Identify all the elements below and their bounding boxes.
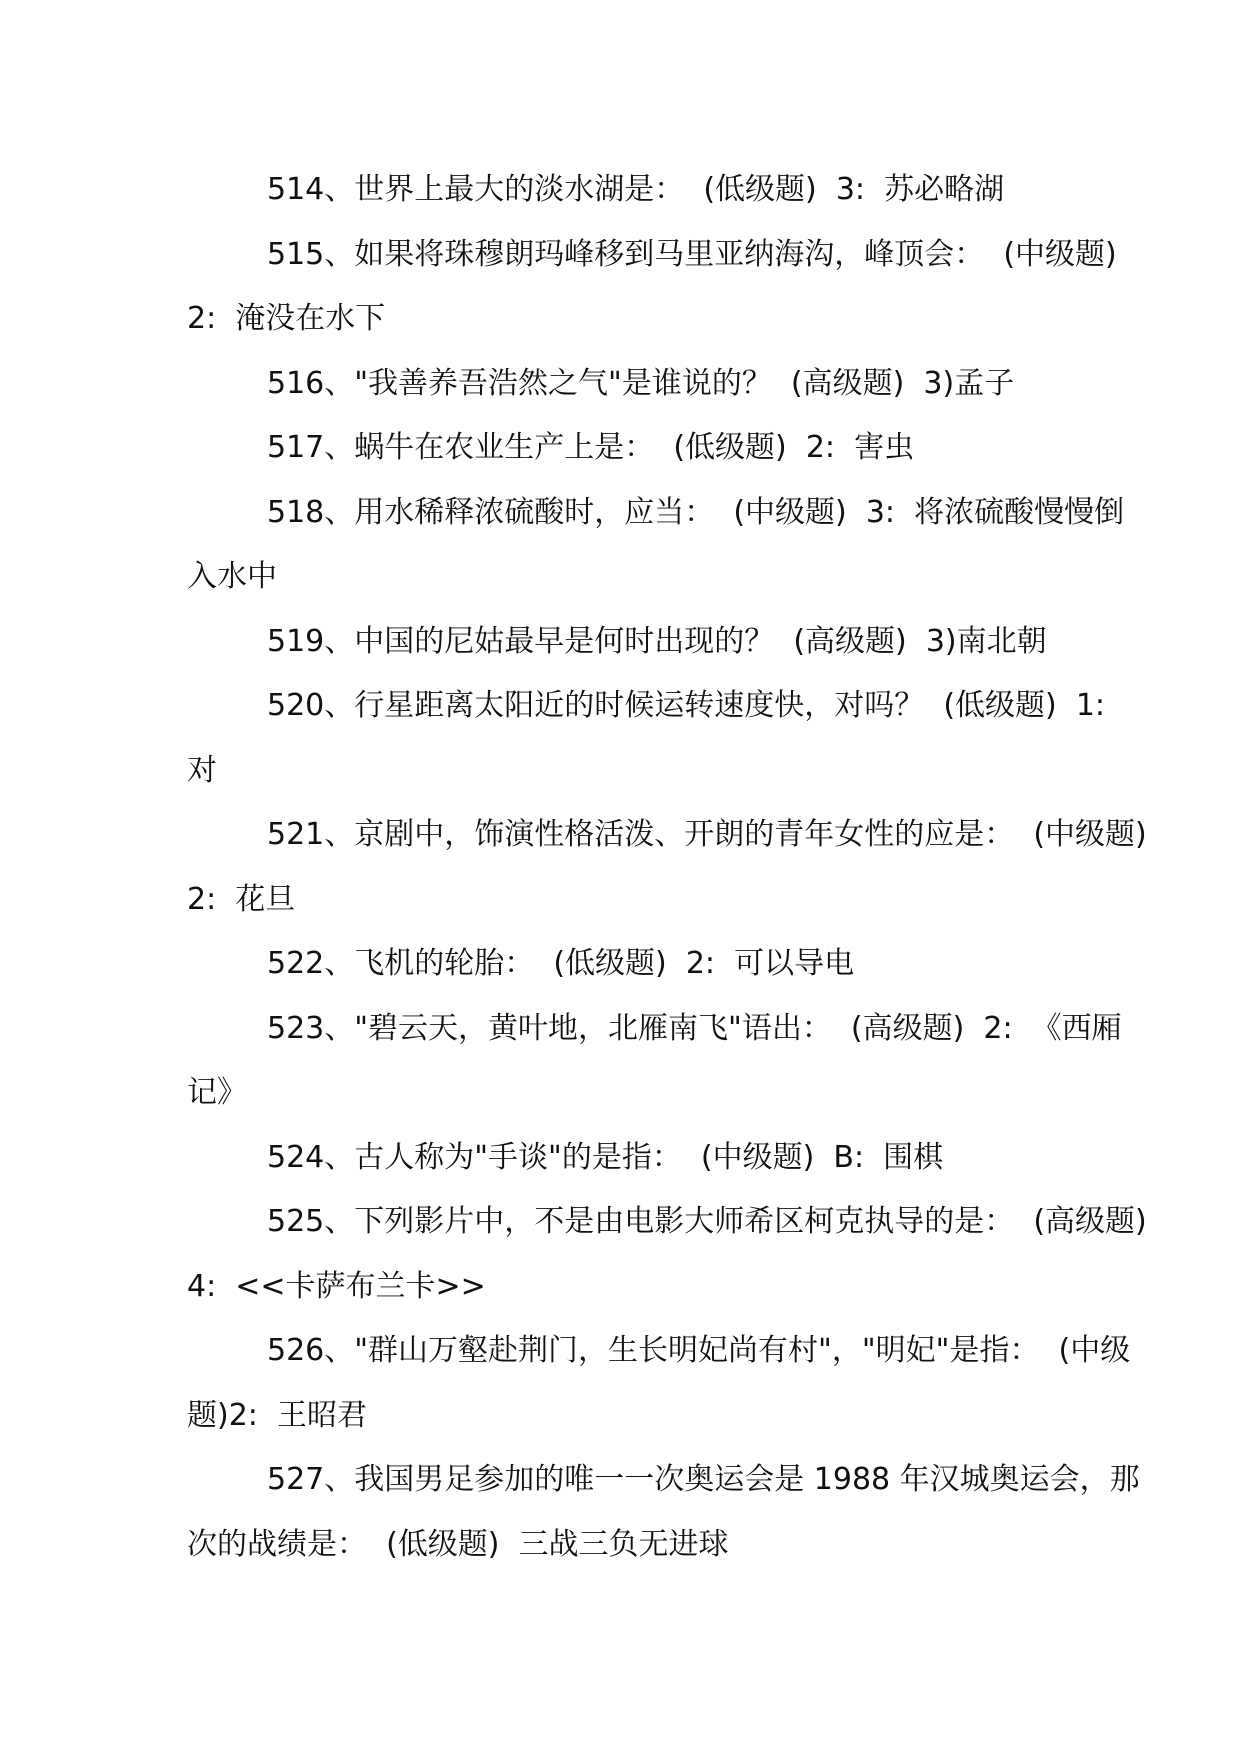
question-517: 517、蜗牛在农业生产上是： (低级题) 2: 害虫 [267,430,915,465]
question-514: 514、世界上最大的淡水湖是： (低级题) 3: 苏必略湖 [267,172,1005,207]
question-523: 523、"碧云天，黄叶地，北雁南飞"语出： (高级题) 2: 《西厢记》 [187,1010,1122,1110]
question-list [187,158,1166,1578]
question-520: 520、行星距离太阳近的时候运转速度快，对吗？ (低级题) 1: 对 [187,688,1125,788]
question-526: 526、"群山万壑赴荆门，生长明妃尚有村"，"明妃"是指： (中级题)2: 王昭君 [187,1333,1131,1433]
question-524: 524、古人称为"手谈"的是指： (中级题) B: 围棋 [267,1139,944,1175]
question-518: 518、用水稀释浓硫酸时，应当： (中级题) 3: 将浓硫酸慢慢倒入水中 [187,494,1125,594]
question-515: 515、如果将珠穆朗玛峰移到马里亚纳海沟，峰顶会： (中级题) 2: 淹没在水下 [187,236,1136,336]
question-522: 522、飞机的轮胎： (低级题) 2: 可以导电 [267,946,855,981]
question-527: 527、我国男足参加的唯一一次奥运会是 1988 年汉城奥运会，那次的战绩是： (低级题) 三战三负无进球 [187,1462,1140,1562]
question-525: 525、下列影片中，不是由电影大师希区柯克执导的是： (高级题) 4: <<卡萨布兰卡>> [187,1204,1166,1304]
question-521: 521、京剧中，饰演性格活泼、开朗的青年女性的应是： (中级题)2: 花旦 [187,817,1147,917]
question-519: 519、中国的尼姑最早是何时出现的？ (高级题) 3)南北朝 [267,623,1047,659]
question-516: 516、"我善养吾浩然之气"是谁说的？ (高级题) 3)孟子 [267,365,1015,401]
